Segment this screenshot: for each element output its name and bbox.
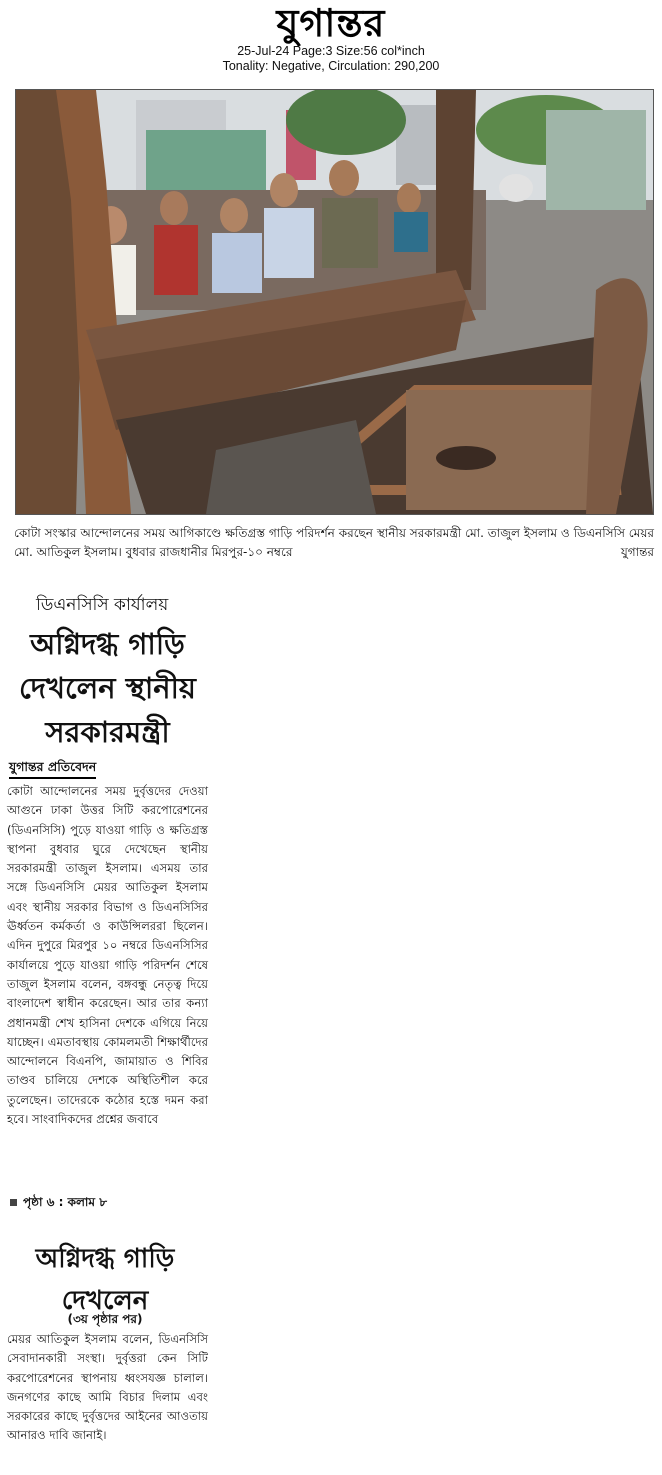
continued-on-text: পৃষ্ঠা ৬ : কলাম ৮	[23, 1195, 108, 1209]
square-bullet-icon	[10, 1199, 17, 1206]
caption-text: কোটা সংস্কার আন্দোলনের সময় আগিকাণ্ডে ক্ষতিগ্রস্ত গাড়ি পরিদর্শন করছেন স্থানীয় সরকারমন্ত্রী মো. তাজুল ইসলাম ও ডিএনসিসি মেয়র মো. আতিকুল ইসলাম। বুধবার রাজধানীর মিরপুর-১০ নম্বরে	[14, 526, 654, 559]
continuation-headline: অগ্নিদগ্ধ গাড়ি দেখলেন	[35, 1244, 175, 1316]
masthead	[0, 2, 662, 74]
photo-caption	[14, 524, 654, 562]
tonality-circulation: Tonality: Negative, Circulation: 290,200	[222, 59, 440, 73]
continuation-from-page: (৩য় পৃষ্ঠার পর)	[67, 1312, 143, 1326]
photo-credit: যুগান্তর	[620, 545, 654, 559]
continued-on-line	[10, 1193, 107, 1211]
article-body: কোটা আন্দোলনের সময় দুর্বৃত্তদের দেওয়া আগুনে ঢাকা উত্তর সিটি করপোরেশনের (ডিএনসিসি) পুড়ে যাওয়া গাড়ি ও ক্ষতিগ্রস্ত স্থাপনা বুধবার ঘুরে দেখেছেন স্থানীয় সরকারমন্ত্রী তাজুল ইসলাম। এসময় তার সঙ্গে ডিএনসিসি মেয়র আতিকুল ইসলাম এবং স্থানীয় সরকার বিভাগ ও ডিএনসিসির ঊর্ধ্বতন কর্মকর্তা ও কাউন্সিলররা ছিলেন। এদিন দুপুরে মিরপুর ১০ নম্বরে ডিএনসিসির কার্যালয়ে পুড়ে যাওয়া গাড়ি পরিদর্শন শেষে তাজুল ইসলাম বলেন, বঙ্গবন্ধু নেতৃত্ব দিয়ে বাংলাদেশ স্বাধীন করেছেন। আর তার কন্যা প্রধানমন্ত্রী শেখ হাসিনা দেশকে এগিয়ে নিয়ে যাচ্ছেন। এমতাবস্থায় কোমলমতী শিক্ষার্থীদের আন্দোলনে বিএনপি, জামায়াত ও শিবির তাণ্ডব চালিয়ে দেশকে অস্থিতিশীল করে তুলেছেন। তাদেরকে কঠোর হস্তে দমন করা হবে। সাংবাদিকদের প্রশ্নের জবাবে	[7, 784, 208, 1127]
article-headline: অগ্নিদগ্ধ গাড়ি দেখলেন স্থানীয় সরকারমন্ত্রী	[18, 627, 196, 749]
article-byline: যুগান্তর প্রতিবেদন	[9, 757, 96, 779]
newspaper-logo: যুগান্তর	[276, 0, 386, 45]
continuation-body: মেয়র আতিকুল ইসলাম বলেন, ডিএনসিসি সেবাদানকারী সংস্থা। দুর্বৃত্তরা কেন সিটি করপোরেশনের স্থাপনায় ধ্বংসযজ্ঞ চালাল। জনগণের কাছে আমি বিচার দিলাম এবং সরকারের কাছে দুর্বৃত্তদের আইনের আওতায় আনারও দাবি জানাই।	[7, 1332, 208, 1443]
clipping-info: 25-Jul-24 Page:3 Size:56 col*inch	[237, 44, 425, 58]
news-photo	[15, 89, 654, 515]
article-kicker: ডিএনসিসি কার্যালয়	[36, 595, 169, 615]
